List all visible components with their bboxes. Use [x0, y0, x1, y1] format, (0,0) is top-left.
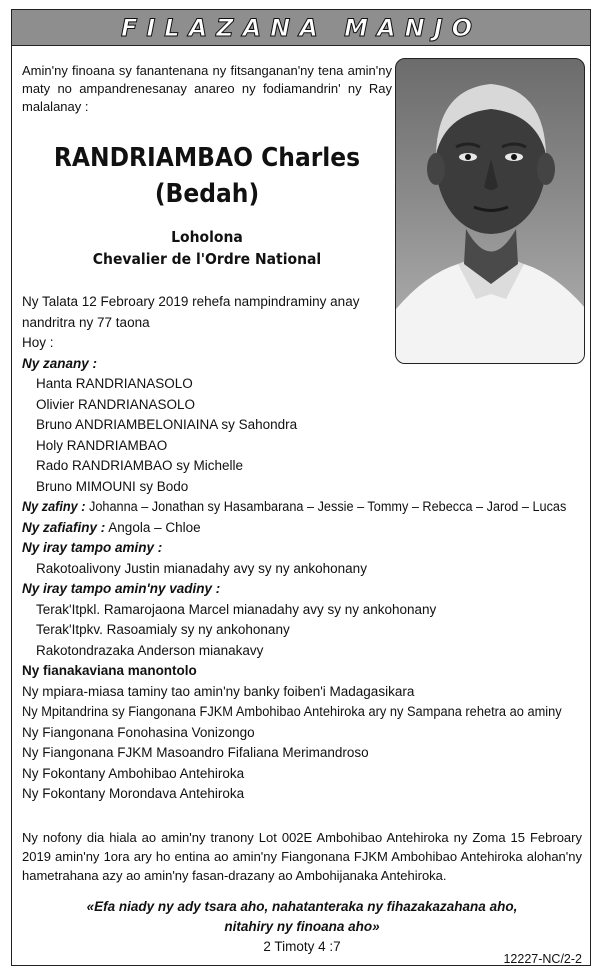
- death-date-line: Ny Talata 12 Febroary 2019 rehefa nampindraminy anay: [22, 294, 360, 309]
- siblings-heading: Ny iray tampo aminy :: [22, 540, 163, 555]
- grandchildren-names: Johanna – Jonathan sy Hasambarana – Jessie – Tommy – Rebecca – Jarod – Lucas: [89, 499, 567, 514]
- age-line: nandritra ny 77 taona: [22, 314, 150, 330]
- list-item: Bruno ANDRIAMBELONIAINA sy Sahondra: [36, 417, 298, 432]
- deceased-nickname: (Bedah): [154, 179, 260, 209]
- grandchildren-line: [22, 497, 567, 518]
- children-heading: Ny zanany :: [22, 355, 98, 371]
- great-grandchildren-heading: Ny zafiafiny :: [22, 519, 106, 535]
- list-item: Rakotoalivony Justin mianadahy avy sy ny ankohonany: [36, 560, 367, 576]
- list-item: Rakotondrazaka Anderson mianakavy: [36, 642, 264, 658]
- deceased-name: [41, 140, 374, 212]
- title-loholona: Loholona: [171, 228, 243, 246]
- bible-verse: [22, 897, 582, 957]
- list-item: Ny mpiara-miasa taminy tao amin'ny banky foiben'i Madagasikara: [22, 683, 415, 699]
- deceased-titles: [41, 226, 374, 270]
- list-item: Bruno MIMOUNI sy Bodo: [36, 478, 189, 494]
- funeral-details: Ny nofony dia hiala ao amin'ny tranony Lot 002E Ambohibao Antehiroka ny Zoma 15 Febroary 2019 amin'ny 1ora ary ho entina ao amin'ny Fiangonana FJKM Ambohibao Antehiroka alohan'ny hametrahana azy ao amin'ny fasan-drazany ao Ambohijanaka Antehiroka.: [22, 830, 582, 883]
- ad-reference: 12227-NC/2-2: [503, 952, 582, 966]
- hoy-line: Hoy :: [22, 335, 54, 350]
- list-item: Hanta RANDRIANASOLO: [36, 376, 193, 391]
- banner-title: FILAZANA MANJO: [120, 13, 482, 42]
- list-item: Terak'Itpkl. Ramarojaona Marcel mianadahy avy sy ny ankohonany: [36, 601, 437, 617]
- list-item: Terak'Itpkv. Rasoamialy sy ny ankohonany: [36, 622, 290, 637]
- grandchildren-heading: Ny zafiny :: [22, 499, 86, 514]
- deceased-name-line1: RANDRIAMBAO Charles: [53, 143, 361, 173]
- relatives-heading: Ny fianakaviana manontolo: [22, 663, 197, 678]
- list-item: Olivier RANDRIANASOLO: [36, 396, 196, 412]
- verse-line1: «Efa niady ny ady tsara aho, nahatanteraka ny fihazakazahana aho,: [86, 899, 518, 914]
- intro-text: Amin'ny finoana sy fanantenana ny fitsanganan'ny tena amin'ny maty no ampandrenesanay anareo ny fodiamandrin' ny Ray malalanay :: [22, 63, 392, 114]
- list-item: Ny Fiangonana Fonohasina Vonizongo: [22, 724, 255, 740]
- title-chevalier: Chevalier de l'Ordre National: [92, 250, 322, 268]
- verse-line2: nitahiry ny finoana aho»: [224, 919, 380, 934]
- great-grandchildren-names: Angola – Chloe: [108, 519, 201, 535]
- wife-siblings-heading: Ny iray tampo amin'ny vadiny :: [22, 581, 221, 596]
- list-item: Holy RANDRIAMBAO: [36, 437, 168, 453]
- list-item: Rado RANDRIAMBAO sy Michelle: [36, 458, 244, 473]
- notice-body: [22, 292, 587, 805]
- obituary-notice: [11, 9, 591, 966]
- header-banner: [12, 10, 590, 46]
- list-item: Ny Fiangonana FJKM Masoandro Fifaliana Merimandroso: [22, 745, 369, 760]
- list-item: Ny Fokontany Ambohibao Antehiroka: [22, 765, 245, 781]
- verse-reference: 2 Timoty 4 :7: [263, 939, 341, 954]
- list-item: Ny Fokontany Morondava Antehiroka: [22, 786, 245, 801]
- list-item: Ny Mpitandrina sy Fiangonana FJKM Ambohibao Antehiroka ary ny Sampana rehetra ao aminy: [22, 704, 562, 719]
- great-grandchildren-line: [22, 518, 587, 539]
